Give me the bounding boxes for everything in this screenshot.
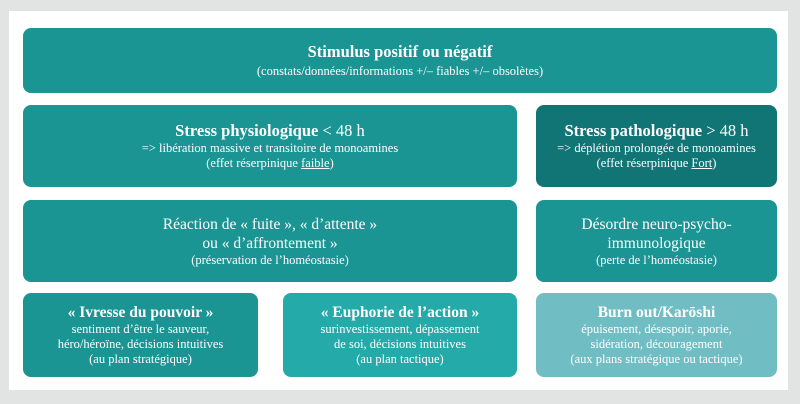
pathological-stress-box [536, 105, 777, 187]
action-euphoria-line2: de soi, décisions intuitives [334, 337, 466, 351]
action-euphoria-box [283, 293, 517, 377]
reaction-box [23, 200, 517, 282]
pathological-effect-level: Fort [691, 156, 713, 170]
reaction-line3: (préservation de l’homéostasie) [191, 252, 349, 267]
physiological-effect-level: faible [301, 156, 330, 170]
physiological-stress-duration: < 48 h [318, 121, 365, 140]
physiological-stress-title [175, 121, 365, 141]
burnout-line3: (aux plans stratégique ou tactique) [570, 352, 743, 366]
pathological-stress-line1: => déplétion prolongée de monoamines [557, 141, 756, 155]
power-intoxication-line1: sentiment d’être le sauveur, [71, 322, 210, 336]
physiological-effect-prefix: (effet réserpinique [206, 156, 302, 170]
power-intoxication-box [23, 293, 258, 377]
physiological-stress-line2 [206, 156, 334, 171]
pathological-stress-label: Stress pathologique [564, 121, 703, 140]
action-euphoria-title: « Euphorie de l’action » [320, 304, 480, 321]
pathological-effect-suffix: ) [712, 156, 717, 170]
stimulus-title: Stimulus positif ou négatif [307, 42, 493, 61]
reaction-line1: Réaction de « fuite », « d’attente » [162, 215, 378, 233]
burnout-line1: épuisement, désespoir, aporie, [581, 322, 732, 336]
pathological-effect-prefix: (effet réserpinique [596, 156, 692, 170]
disorder-line2: immunologique [607, 234, 706, 252]
physiological-stress-line1: => libération massive et transitoire de monoamines [141, 141, 399, 155]
power-intoxication-line2: héro/héroïne, décisions intuitives [57, 337, 224, 351]
power-intoxication-line3: (au plan stratégique) [89, 352, 192, 366]
action-euphoria-line1: surinvestissement, dépassement [320, 322, 480, 336]
stimulus-subtitle: (constats/données/informations +/– fiables +/– obsolètes) [256, 64, 544, 78]
stimulus-box [23, 28, 777, 93]
power-intoxication-title: « Ivresse du pouvoir » [67, 304, 214, 321]
physiological-effect-suffix: ) [329, 156, 334, 170]
burnout-box [536, 293, 777, 377]
pathological-stress-duration: > 48 h [702, 121, 749, 140]
burnout-title: Burn out/Karōshi [597, 304, 716, 321]
action-euphoria-line3: (au plan tactique) [356, 352, 444, 366]
disorder-line1: Désordre neuro-psycho- [581, 215, 732, 233]
physiological-stress-box [23, 105, 517, 187]
disorder-box [536, 200, 777, 282]
disorder-line3: (perte de l’homéostasie) [596, 252, 717, 267]
reaction-line2: ou « d’affrontement » [202, 234, 338, 252]
pathological-stress-title [564, 121, 748, 141]
burnout-line2: sidération, découragement [590, 337, 723, 351]
physiological-stress-label: Stress physiologique [175, 121, 319, 140]
pathological-stress-line2 [597, 156, 717, 171]
